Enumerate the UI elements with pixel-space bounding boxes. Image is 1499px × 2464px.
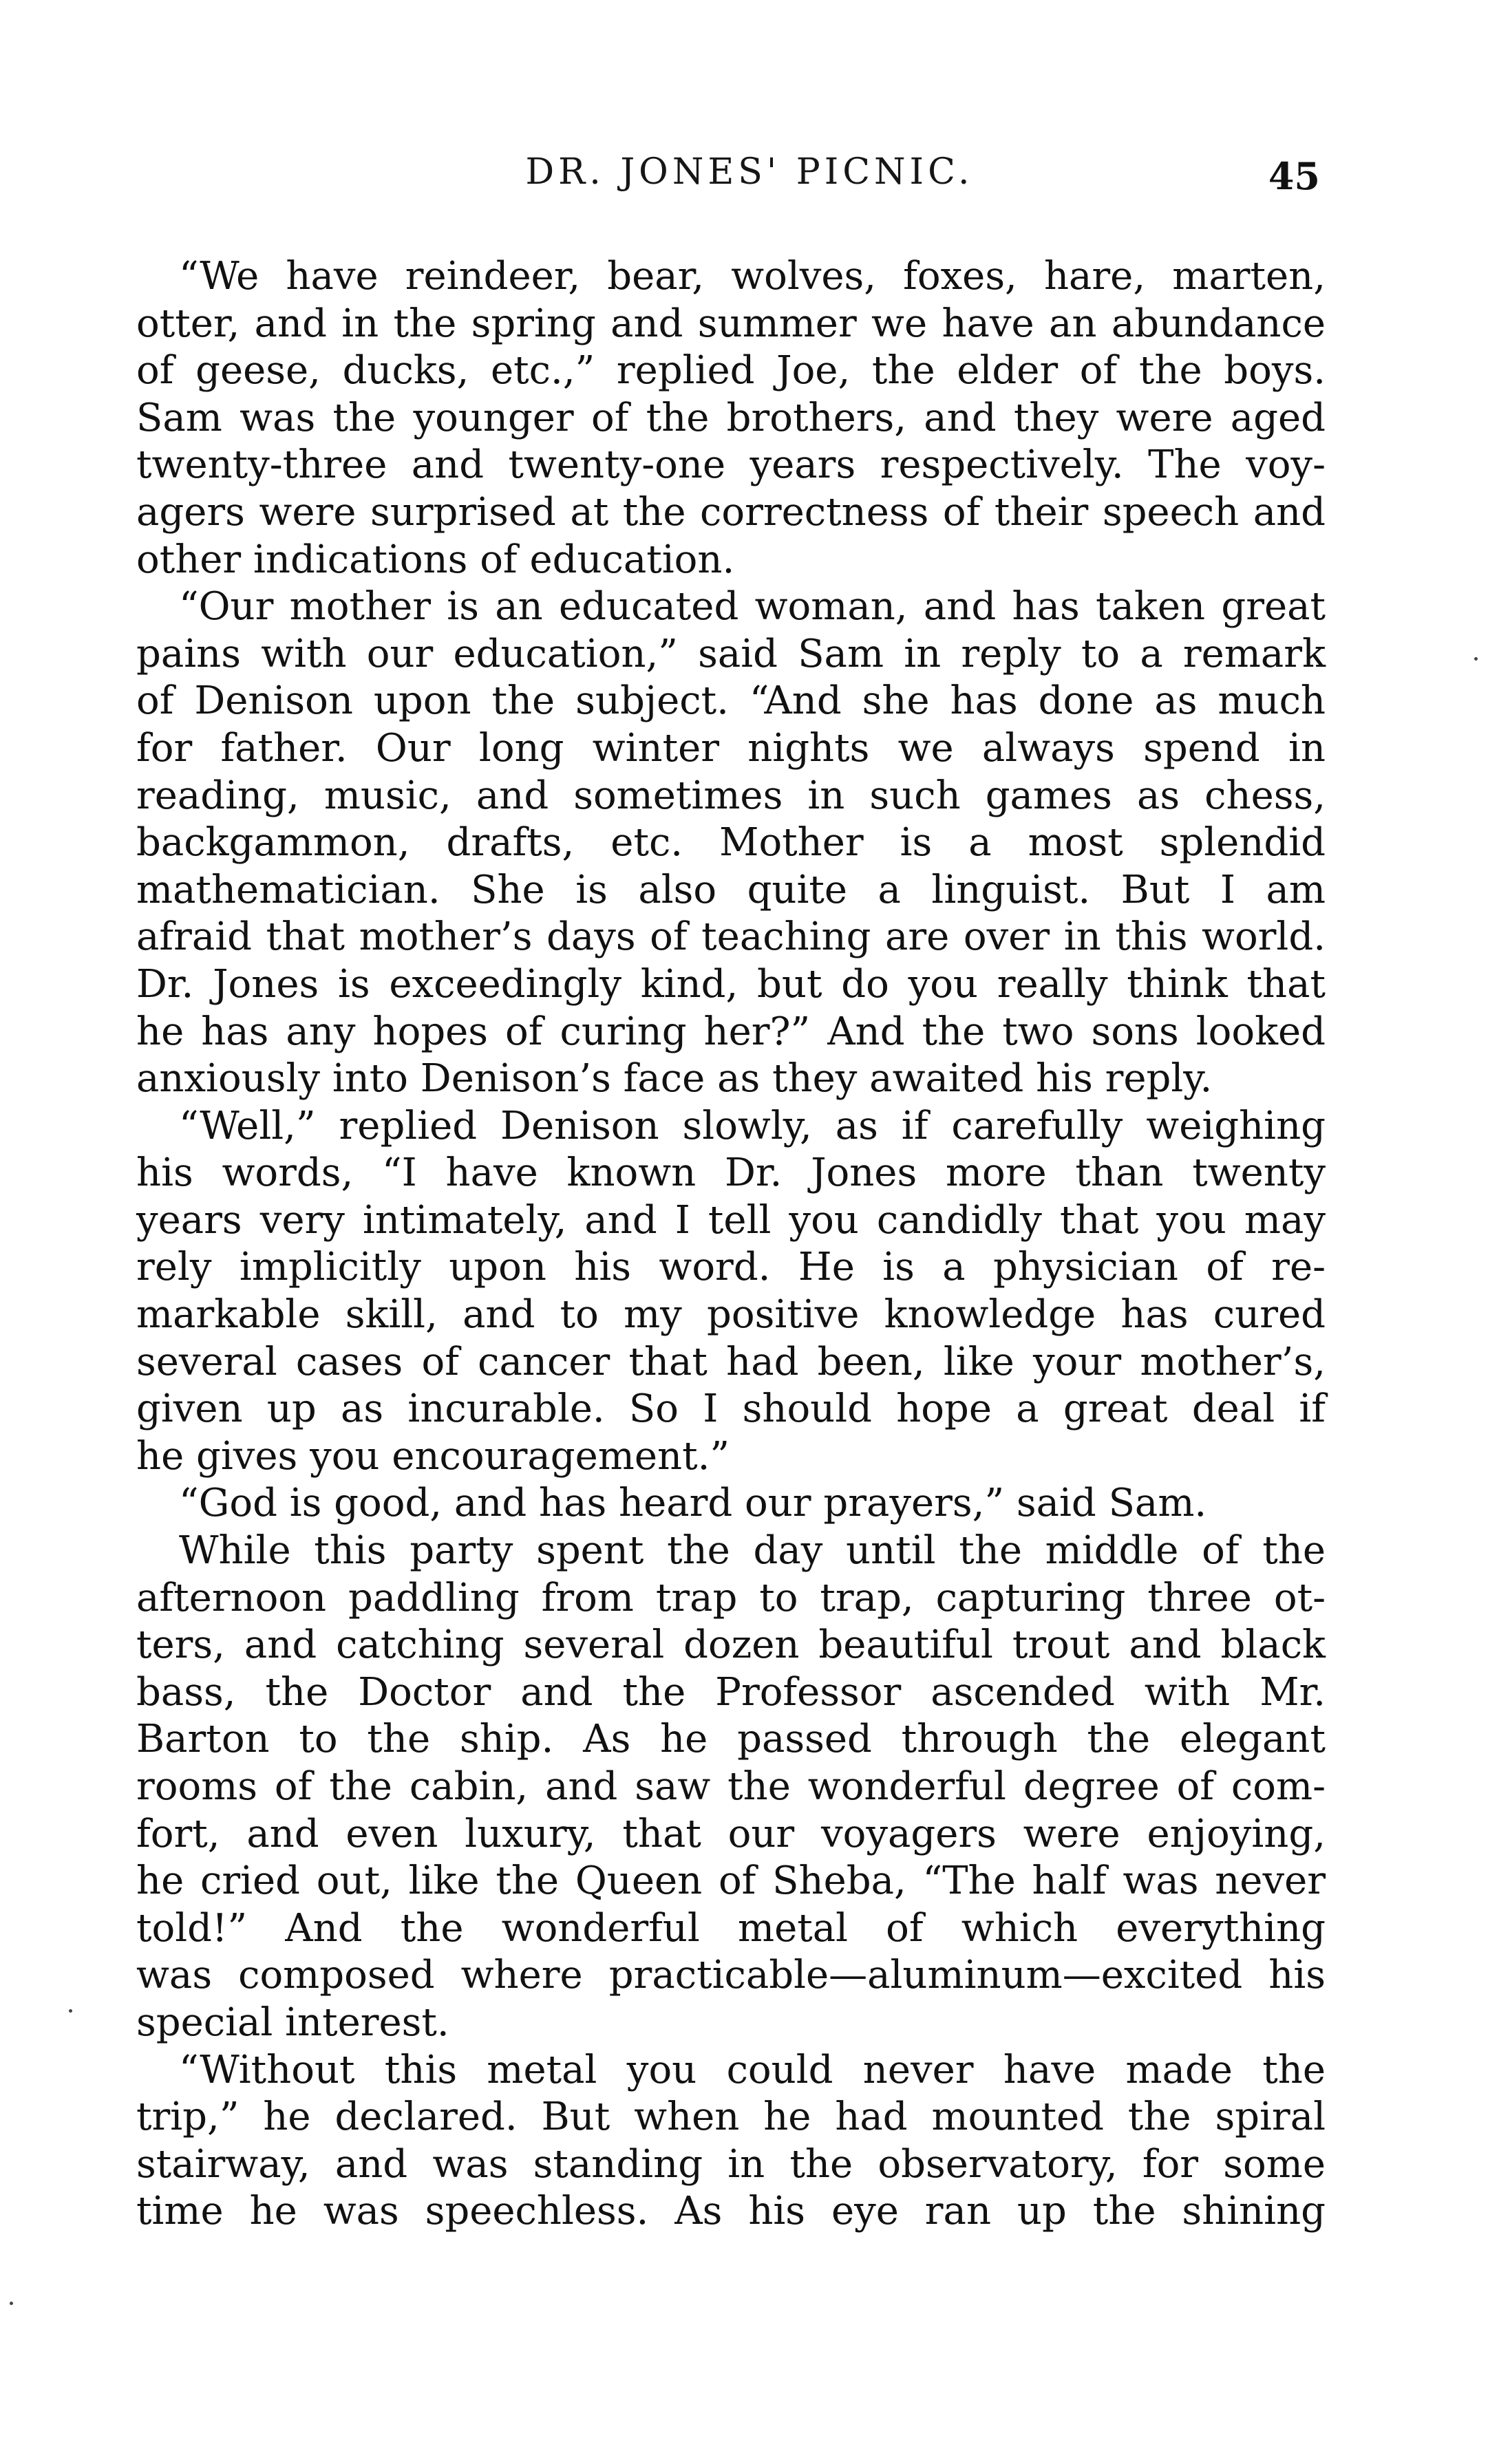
text-line: anxiously into Denison’s face as they awaited his reply.: [136, 1056, 1213, 1102]
running-head: [0, 144, 1499, 200]
text-line: special interest.: [136, 2000, 449, 2045]
text-line: of Denison upon the subject. “And she has done as much: [136, 678, 1326, 724]
text-line: mathematician. She is also quite a linguist. But I am: [136, 867, 1326, 912]
text-line: he has any hopes of curing her?” And the two sons looked: [136, 1009, 1326, 1054]
text-line: for father. Our long winter nights we always spend in: [136, 725, 1326, 771]
text-line: “Well,” replied Denison slowly, as if carefully weighing: [179, 1103, 1326, 1148]
text-line: markable skill, and to my positive knowledge has cured: [136, 1292, 1326, 1338]
text-line: trip,” he declared. But when he had mounted the spiral: [136, 2095, 1326, 2140]
scan-speck: [1474, 657, 1478, 661]
scan-speck: [10, 2302, 13, 2305]
text-line: bass, the Doctor and the Professor ascended with Mr.: [136, 1669, 1326, 1715]
text-line: other indications of education.: [136, 537, 735, 582]
text-line: rooms of the cabin, and saw the wonderful degree of com-: [136, 1764, 1326, 1809]
text-line: otter, and in the spring and summer we have an abundance: [136, 301, 1326, 346]
text-line: time he was speechless. As his eye ran up the shining: [136, 2189, 1326, 2234]
text-line: told!” And the wonderful metal of which everything: [136, 1905, 1326, 1951]
text-line: reading, music, and sometimes in such games as chess,: [136, 773, 1326, 818]
text-line: While this party spent the day until the middle of the: [179, 1528, 1326, 1574]
text-line: ters, and catching several dozen beautiful trout and black: [136, 1622, 1326, 1668]
text-line: stairway, and was standing in the observatory, for some: [136, 2141, 1326, 2187]
text-line: Dr. Jones is exceedingly kind, but do you really think that: [136, 961, 1326, 1007]
text-line: pains with our education,” said Sam in reply to a remark: [136, 631, 1326, 676]
text-line: afraid that mother’s days of teaching are over in this world.: [136, 914, 1326, 960]
text-line: of geese, ducks, etc.,” replied Joe, the elder of the boys.: [136, 348, 1326, 394]
running-title: DR. JONES' PICNIC.: [525, 151, 974, 193]
text-line: he cried out, like the Queen of Sheba, “The half was never: [136, 1858, 1326, 1904]
text-line: years very intimately, and I tell you candidly that you may: [136, 1197, 1326, 1243]
text-line: Sam was the younger of the brothers, and they were aged: [136, 395, 1326, 440]
text-line: backgammon, drafts, etc. Mother is a most splendid: [136, 820, 1326, 866]
text-line: “Without this metal you could never have made the: [179, 2047, 1326, 2092]
text-line: “God is good, and has heard our prayers,” said Sam.: [179, 1481, 1207, 1526]
text-line: he gives you encouragement.”: [136, 1433, 730, 1479]
text-line: rely implicitly upon his word. He is a physician of re-: [136, 1245, 1326, 1290]
text-line: his words, “I have known Dr. Jones more than twenty: [136, 1150, 1326, 1196]
text-line: “We have reindeer, bear, wolves, foxes, hare, marten,: [179, 254, 1326, 299]
text-line: several cases of cancer that had been, like your mother’s,: [136, 1339, 1326, 1384]
text-line: twenty-three and twenty-one years respectively. The voy-: [136, 442, 1326, 488]
text-line: fort, and even luxury, that our voyagers were enjoying,: [136, 1811, 1326, 1856]
text-line: afternoon paddling from trap to trap, capturing three ot-: [136, 1575, 1326, 1620]
text-line: agers were surprised at the correctness of their speech and: [136, 489, 1326, 535]
text-line: given up as incurable. So I should hope a great deal if: [136, 1386, 1326, 1432]
body-text: [136, 253, 1326, 2236]
scan-speck: [69, 2009, 72, 2013]
text-line: was composed where practicable—aluminum—excited his: [136, 1953, 1326, 1998]
text-line: “Our mother is an educated woman, and has taken great: [179, 584, 1326, 630]
text-line: Barton to the ship. As he passed through the elegant: [136, 1717, 1326, 1762]
page-number: 45: [1268, 154, 1320, 198]
